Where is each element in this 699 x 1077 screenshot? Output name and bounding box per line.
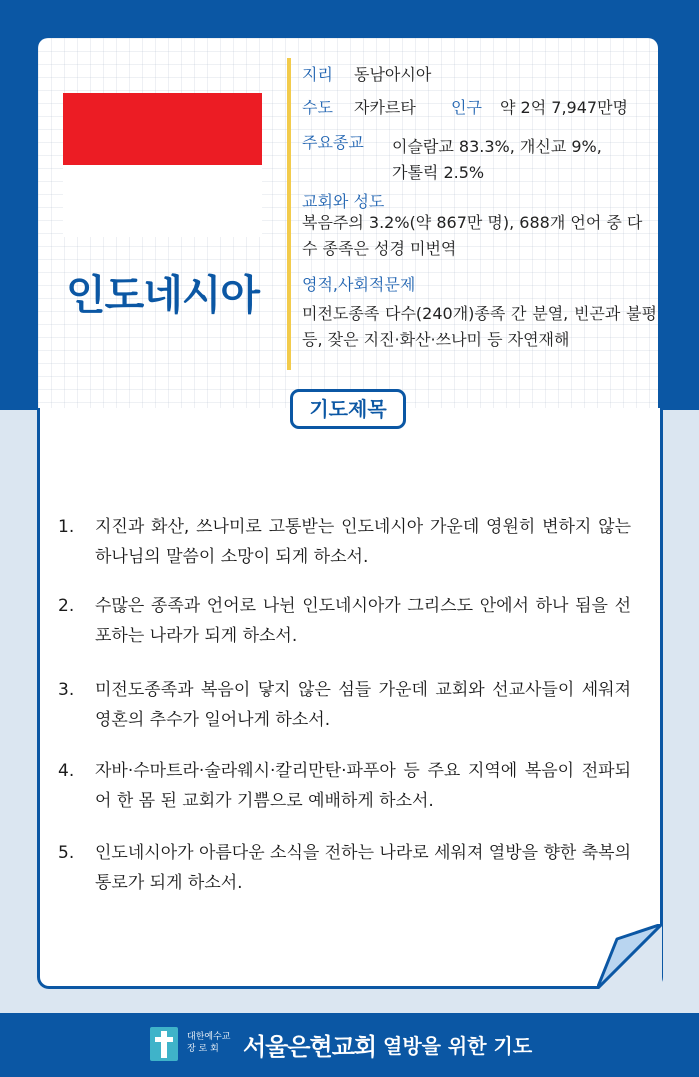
religion-value-line1: 이슬람교 83.3%, 개신교 9%, [392, 137, 602, 156]
footer-subtitle: 열방을 위한 기도 [383, 1034, 533, 1058]
country-name: 인도네시아 [65, 271, 260, 319]
capital-label: 수도 [302, 98, 333, 117]
geography-label: 지리 [302, 65, 333, 84]
religion-value-line2: 가톨릭 2.5% [392, 163, 485, 182]
prayer-item-text: 인도네시아가 아름다운 소식을 전하는 나라로 세워져 열방을 향한 축복의 통로가 되게 하소서. [95, 843, 631, 893]
population-label: 인구 [451, 98, 482, 117]
page-curl-icon [597, 924, 662, 989]
flag-white-stripe [63, 165, 262, 237]
prayer-item-text: 미전도종족과 복음이 닿지 않은 섬들 가운데 교회와 선교사들이 세워져 영혼의 추수가 일어나게 하소서. [95, 680, 631, 730]
population-value: 약 2억 7,947만명 [500, 98, 628, 117]
religion-label: 주요종교 [302, 133, 364, 152]
church-name: 서울은현교회 [243, 1033, 377, 1061]
denomination-line1: 대한예수교 [187, 1032, 231, 1042]
prayer-item-number: 2. [58, 596, 75, 616]
geography-value: 동남아시아 [354, 65, 432, 84]
prayer-title: 기도제목 [290, 389, 406, 429]
prayer-item-text: 지진과 화산, 쓰나미로 고통받는 인도네시아 가운데 영원히 변하지 않는 하나님의 말씀이 소망이 되게 하소서. [95, 517, 631, 567]
church-label: 교회와 성도 [302, 192, 385, 211]
denomination-label [187, 1031, 230, 1055]
prayer-item-number: 1. [58, 517, 75, 537]
denomination-line2: 장 로 회 [187, 1044, 219, 1054]
prayer-item-number: 3. [58, 680, 75, 700]
issues-label: 영적,사회적문제 [302, 275, 416, 294]
prayer-item-number: 4. [58, 761, 75, 781]
divider-line [287, 58, 291, 370]
cross-icon [150, 1027, 178, 1061]
church-value: 복음주의 3.2%(약 867만 명), 688개 언어 중 다수 종족은 성경 미번역 [302, 213, 643, 258]
prayer-item-text: 자바·수마트라·술라웨시·칼리만탄·파푸아 등 주요 지역에 복음이 전파되어 한 몸 된 교회가 기쁨으로 예배하게 하소서. [95, 761, 631, 811]
issues-value: 미전도종족 다수(240개)종족 간 분열, 빈곤과 불평등, 잦은 지진·화산·쓰나미 등 자연재해 [302, 304, 657, 349]
flag-red-stripe [63, 93, 262, 165]
prayer-item-text: 수많은 종족과 언어로 나뉜 인도네시아가 그리스도 안에서 하나 됨을 선포하는 나라가 되게 하소서. [95, 596, 631, 646]
capital-value: 자카르타 [354, 98, 416, 117]
prayer-item-number: 5. [58, 843, 75, 863]
